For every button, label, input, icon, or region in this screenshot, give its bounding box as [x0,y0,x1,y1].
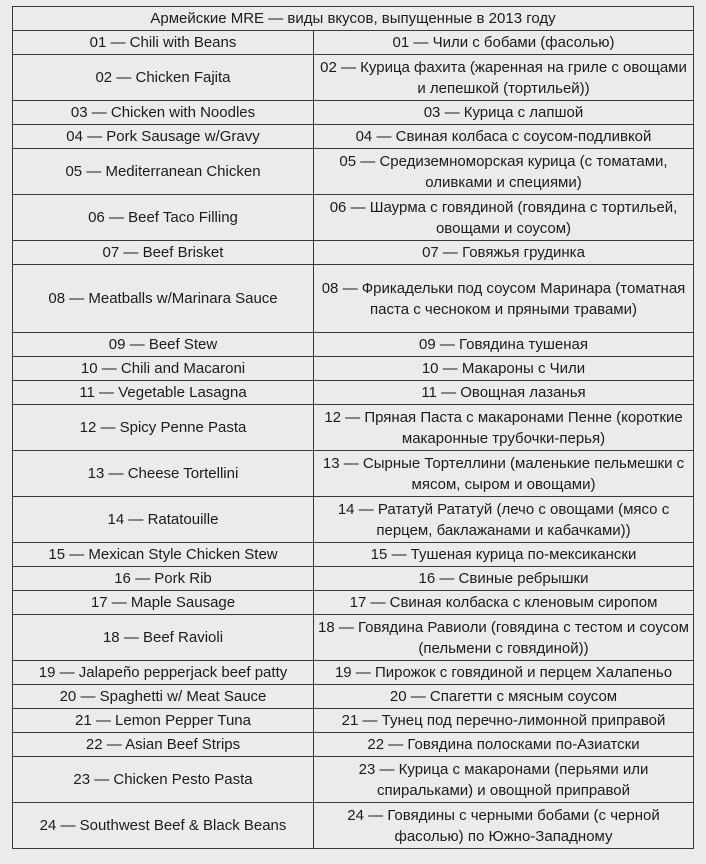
cell-russian: 10 — Макароны с Чили [314,357,694,381]
cell-russian: 06 — Шаурма с говядиной (говядина с тортильей, овощами и соусом) [314,195,694,241]
cell-russian: 08 — Фрикадельки под соусом Маринара (томатная паста с чесноком и пряными травами) [314,265,694,333]
table-row [13,381,694,405]
cell-english: 17 — Maple Sausage [13,591,314,615]
table-row [13,405,694,451]
cell-english: 13 — Cheese Tortellini [13,451,314,497]
cell-english: 18 — Beef Ravioli [13,615,314,661]
cell-russian: 11 — Овощная лазанья [314,381,694,405]
cell-english: 02 — Chicken Fajita [13,55,314,101]
table-row [13,265,694,333]
cell-english: 03 — Chicken with Noodles [13,101,314,125]
table-title: Армейские MRE — виды вкусов, выпущенные в 2013 году [13,7,694,31]
cell-english: 24 — Southwest Beef & Black Beans [13,803,314,849]
cell-english: 23 — Chicken Pesto Pasta [13,757,314,803]
cell-russian: 13 — Сырные Тортеллини (маленькие пельмешки с мясом, сыром и овощами) [314,451,694,497]
cell-english: 20 — Spaghetti w/ Meat Sauce [13,685,314,709]
cell-english: 01 — Chili with Beans [13,31,314,55]
cell-english: 12 — Spicy Penne Pasta [13,405,314,451]
cell-english: 15 — Mexican Style Chicken Stew [13,543,314,567]
table-row [13,125,694,149]
cell-russian: 12 — Пряная Паста с макаронами Пенне (короткие макаронные трубочки-перья) [314,405,694,451]
table-row [13,615,694,661]
cell-english: 19 — Jalapeño pepperjack beef patty [13,661,314,685]
cell-english: 09 — Beef Stew [13,333,314,357]
cell-russian: 15 — Тушеная курица по-мексикански [314,543,694,567]
cell-russian: 18 — Говядина Равиоли (говядина с тестом и соусом (пельмени с говядиной)) [314,615,694,661]
cell-english: 21 — Lemon Pepper Tuna [13,709,314,733]
table-row [13,101,694,125]
cell-russian: 24 — Говядины с черными бобами (с черной фасолью) по Южно-Западному [314,803,694,849]
table-row [13,241,694,265]
cell-russian: 01 — Чили с бобами (фасолью) [314,31,694,55]
table-row [13,591,694,615]
cell-english: 10 — Chili and Macaroni [13,357,314,381]
cell-russian: 03 — Курица с лапшой [314,101,694,125]
cell-russian: 05 — Средиземноморская курица (с томатами, оливками и специями) [314,149,694,195]
table-row [13,567,694,591]
cell-english: 11 — Vegetable Lasagna [13,381,314,405]
table-row [13,661,694,685]
cell-english: 05 — Mediterranean Chicken [13,149,314,195]
cell-russian: 21 — Тунец под перечно-лимонной приправой [314,709,694,733]
cell-russian: 16 — Свиные ребрышки [314,567,694,591]
cell-russian: 04 — Свиная колбаса с соусом-подливкой [314,125,694,149]
cell-english: 04 — Pork Sausage w/Gravy [13,125,314,149]
table-row [13,803,694,849]
table-row [13,709,694,733]
table-row [13,451,694,497]
table-row [13,733,694,757]
cell-russian: 20 — Спагетти с мясным соусом [314,685,694,709]
cell-english: 16 — Pork Rib [13,567,314,591]
table-header-row [13,7,694,31]
cell-russian: 23 — Курица с макаронами (перьями или спиральками) и овощной приправой [314,757,694,803]
table-row [13,685,694,709]
mre-flavors-table [12,6,694,849]
table-row [13,195,694,241]
table-row [13,757,694,803]
cell-russian: 07 — Говяжья грудинка [314,241,694,265]
table-row [13,357,694,381]
cell-russian: 02 — Курица фахита (жаренная на гриле с овощами и лепешкой (тортильей)) [314,55,694,101]
cell-russian: 17 — Свиная колбаска с кленовым сиропом [314,591,694,615]
cell-english: 22 — Asian Beef Strips [13,733,314,757]
cell-russian: 14 — Рататуй Рататуй (лечо с овощами (мясо с перцем, баклажанами и кабачками)) [314,497,694,543]
cell-english: 07 — Beef Brisket [13,241,314,265]
cell-english: 08 — Meatballs w/Marinara Sauce [13,265,314,333]
cell-russian: 22 — Говядина полосками по-Азиатски [314,733,694,757]
table-row [13,333,694,357]
cell-russian: 09 — Говядина тушеная [314,333,694,357]
table-row [13,149,694,195]
table-row [13,543,694,567]
cell-russian: 19 — Пирожок с говядиной и перцем Халапеньо [314,661,694,685]
table-row [13,31,694,55]
cell-english: 14 — Ratatouille [13,497,314,543]
cell-english: 06 — Beef Taco Filling [13,195,314,241]
table-row [13,55,694,101]
table-row [13,497,694,543]
